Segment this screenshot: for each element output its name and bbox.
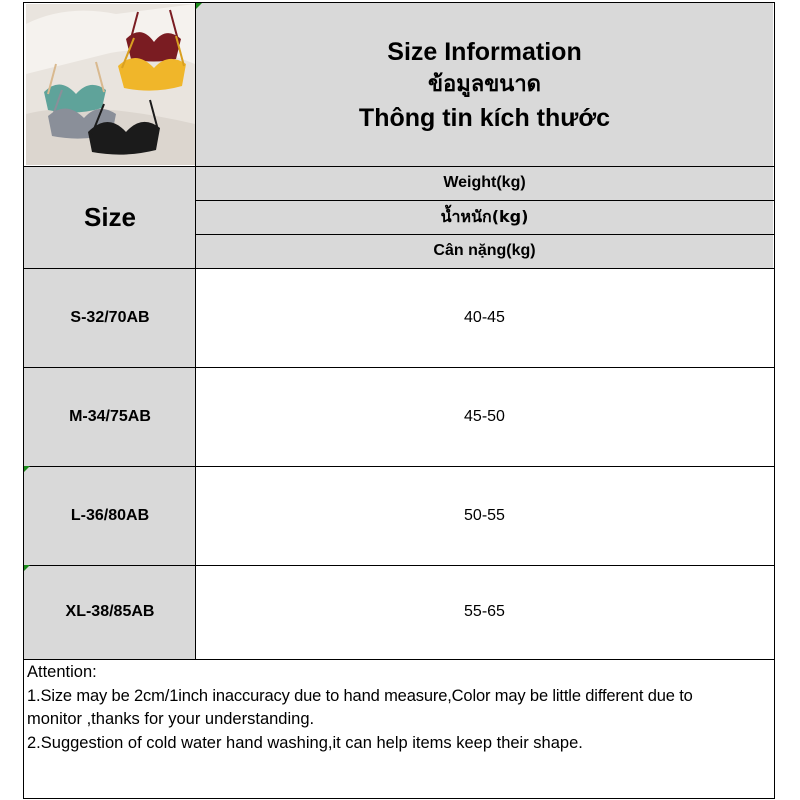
row-divider-header-2 [195, 234, 775, 235]
corner-mark-icon [196, 3, 202, 9]
weight-header-vi: Cân nặng(kg) [433, 242, 536, 259]
weight-value-l: 50-55 [464, 506, 505, 524]
row-divider-header-1 [195, 200, 775, 201]
column-divider [195, 2, 196, 659]
row-divider-m [23, 466, 775, 467]
row-divider-s [23, 367, 775, 368]
size-label-xl: XL-38/85AB [65, 603, 155, 620]
attention-line-3: 2.Suggestion of cold water hand washing,it can help items keep their shape. [27, 733, 583, 752]
weight-header-th: น้ำหนัก(kg) [440, 206, 529, 226]
title-block [196, 3, 773, 166]
row-divider-title [23, 166, 775, 167]
weight-value-s: 40-45 [464, 308, 505, 326]
product-photo-icon [26, 4, 195, 165]
title-thai: ข้อมูลขนาด [428, 71, 541, 97]
weight-value-xl: 55-65 [464, 603, 505, 620]
size-label-m: M-34/75AB [69, 407, 151, 425]
attention-line-2: monitor ,thanks for your understanding. [27, 710, 315, 729]
attention-line-1: 1.Size may be 2cm/1inch inaccuracy due to hand measure,Color may be little different due to [27, 686, 693, 705]
title-vietnamese: Thông tin kích thước [358, 103, 611, 132]
row-divider-xl [23, 659, 775, 660]
weight-value-m: 45-50 [464, 407, 505, 425]
product-photo [26, 4, 195, 165]
size-label-s: S-32/70AB [70, 308, 150, 326]
title-english: Size Information [387, 37, 582, 66]
border-top [23, 2, 775, 3]
size-header: Size [83, 201, 137, 232]
row-divider-l [23, 565, 775, 566]
border-bottom [23, 798, 775, 799]
corner-mark-icon [24, 466, 30, 472]
weight-header-en: Weight(kg) [443, 174, 526, 191]
border-right [774, 2, 775, 799]
attention-notes [27, 661, 772, 755]
border-left [23, 2, 24, 799]
size-label-l: L-36/80AB [70, 506, 150, 524]
attention-heading: Attention: [27, 663, 97, 681]
row-divider-header [23, 268, 775, 269]
corner-mark-icon [24, 565, 30, 571]
